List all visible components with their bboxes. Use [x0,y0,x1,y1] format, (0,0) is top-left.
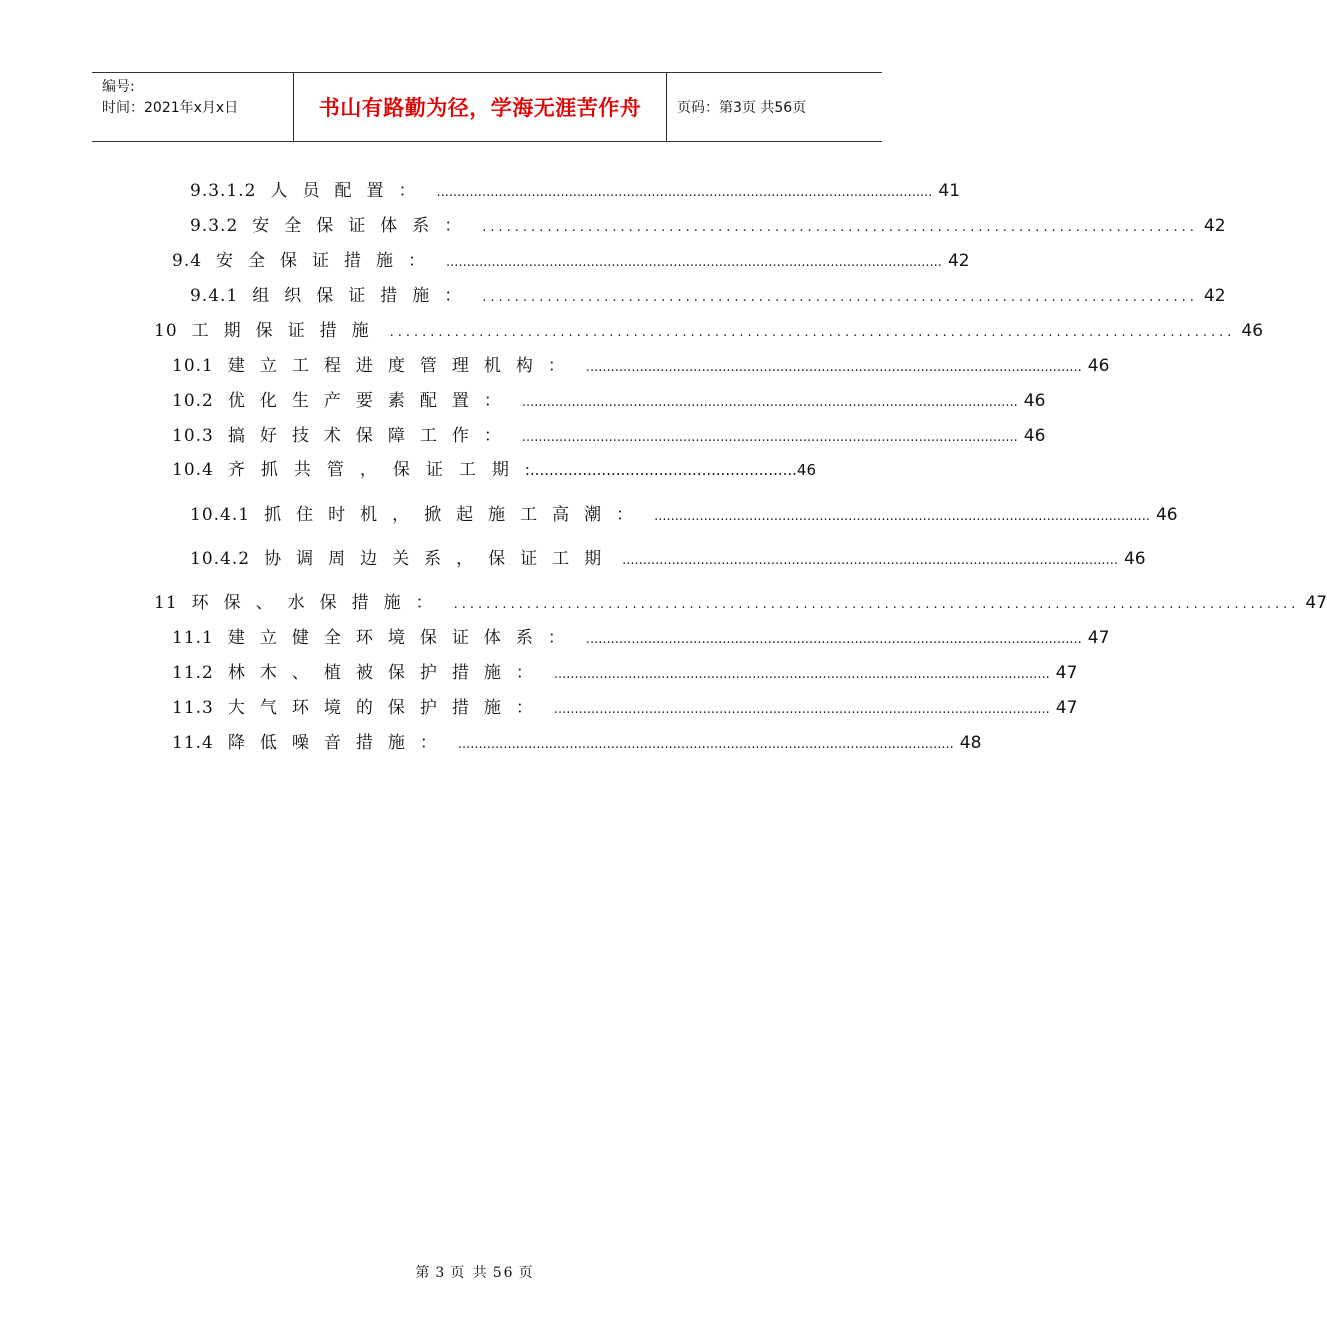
toc-page: 47 [1055,698,1078,718]
toc-leader: ........................................................................................................................ [622,553,1118,568]
toc-leader: ........................................................................................................................ [553,702,1050,717]
toc-number: 10.4.1 [190,505,251,525]
toc-entry[interactable] [172,386,1046,411]
toc-title: 协调周边关系，保证工期 [264,549,617,569]
toc-leader: ........................................................................................................................ [585,632,1082,647]
toc-title: 降低噪音措施： [227,733,452,753]
toc-entry[interactable] [190,500,1178,525]
header-motto: 书山有路勤为径，学海无涯苦作舟 [293,73,667,141]
toc-title: 安全保证措施： [216,251,441,271]
toc-title: 安全保证体系： [252,216,477,236]
toc-number: 10.2 [172,391,214,411]
toc-number: 10.3 [172,426,214,446]
toc-title: 搞好技术保障工作： [227,426,516,446]
toc-title: 齐抓共管，保证工期 [227,460,525,480]
toc-number: 9.3.1.2 [190,181,257,201]
toc-leader: ........................................................................................................................ [521,395,1018,410]
toc-entry[interactable] [190,544,1146,569]
toc-entry[interactable] [190,281,1226,306]
toc-number: 11.3 [172,698,214,718]
toc-leader: ........................................................................................................................ [457,737,954,752]
toc-entry[interactable] [172,246,970,271]
toc-title: 人员配置： [270,181,431,201]
toc-number: 10.4.2 [190,549,251,569]
toc-entry[interactable] [190,211,1226,236]
footer-current-page: 3 [435,1265,447,1281]
toc-leader: ........................................................................................................................ [553,667,1050,682]
toc-entry[interactable] [172,455,858,480]
toc-page: 42 [1203,286,1226,306]
toc-number: 11.4 [172,733,214,753]
toc-title: 工期保证措施 [191,321,384,341]
footer-total-pages: 56 [492,1265,515,1281]
toc-page: 48 [959,733,982,753]
footer-suffix: 页 [518,1265,535,1281]
toc-entry[interactable] [154,316,1264,341]
toc-page: 46 [1023,391,1046,411]
toc-page: 47 [1305,593,1327,613]
toc-number: 9.3.2 [190,216,239,236]
serial-label: 编号: [102,79,135,95]
toc-title: 组织保证措施： [252,286,477,306]
toc-entry[interactable] [172,728,982,753]
toc-title: 建立工程进度管理机构： [227,356,580,376]
toc-title: 建立健全环境保证体系： [227,628,580,648]
toc-leader: ........................................................................................................................ [585,360,1082,375]
toc-page: 47 [1055,663,1078,683]
toc-title: 环保、水保措施： [191,593,448,613]
toc-leader: ........................................................................................................................ [446,255,942,270]
toc-title: 抓住时机，掀起施工高潮： [264,505,649,525]
toc-leader: ........................................................................................................................ [521,430,1018,445]
header-page-info: 页码：第3页 共56页 [677,100,807,116]
toc-leader: ........................................................................................................................ [654,509,1150,524]
toc-number: 10.4 [172,460,214,480]
footer-prefix: 第 [415,1265,432,1281]
toc-page: 46 [1087,356,1110,376]
time-label: 时间：2021年x月x日 [102,100,239,116]
toc-number: 10 [154,321,178,341]
toc-entry[interactable] [172,658,1078,683]
page-header [92,72,882,142]
toc-page: 46 [1123,549,1146,569]
toc-page: 42 [947,251,970,271]
toc-entry[interactable] [172,693,1078,718]
toc-entry[interactable] [190,176,961,201]
toc-page: 46 [1241,321,1264,341]
toc-page: 47 [1087,628,1110,648]
toc-number: 10.1 [172,356,214,376]
toc-leader: ........................................................................................................ [453,597,1300,612]
toc-page: 46 [1023,426,1046,446]
toc-title: 大气环境的保护措施： [227,698,548,718]
toc-number: 11.1 [172,628,214,648]
toc-entry[interactable] [172,421,1046,446]
page-footer [0,1262,950,1282]
toc-number: 11 [154,593,178,613]
toc-entry[interactable] [172,623,1110,648]
toc-leader: ........................................................................................................................ [436,185,933,200]
toc-leader: ........................................................................................................ [389,325,1236,340]
toc-page: 42 [1203,216,1226,236]
toc-title: 优化生产要素配置： [227,391,516,411]
header-meta [92,73,293,141]
toc-page: :........................................................46 [524,461,817,479]
toc-leader: ........................................................................................ [482,220,1198,235]
toc-leader: ........................................................................................ [482,290,1198,305]
toc-entry[interactable] [172,351,1110,376]
toc-number: 9.4.1 [190,286,239,306]
toc-page: 46 [1155,505,1178,525]
toc-number: 9.4 [172,251,203,271]
toc-number: 11.2 [172,663,214,683]
toc-page: 41 [938,181,961,201]
footer-mid: 页 共 [450,1265,489,1281]
toc-title: 林木、植被保护措施： [227,663,548,683]
toc-entry[interactable] [154,588,1327,613]
